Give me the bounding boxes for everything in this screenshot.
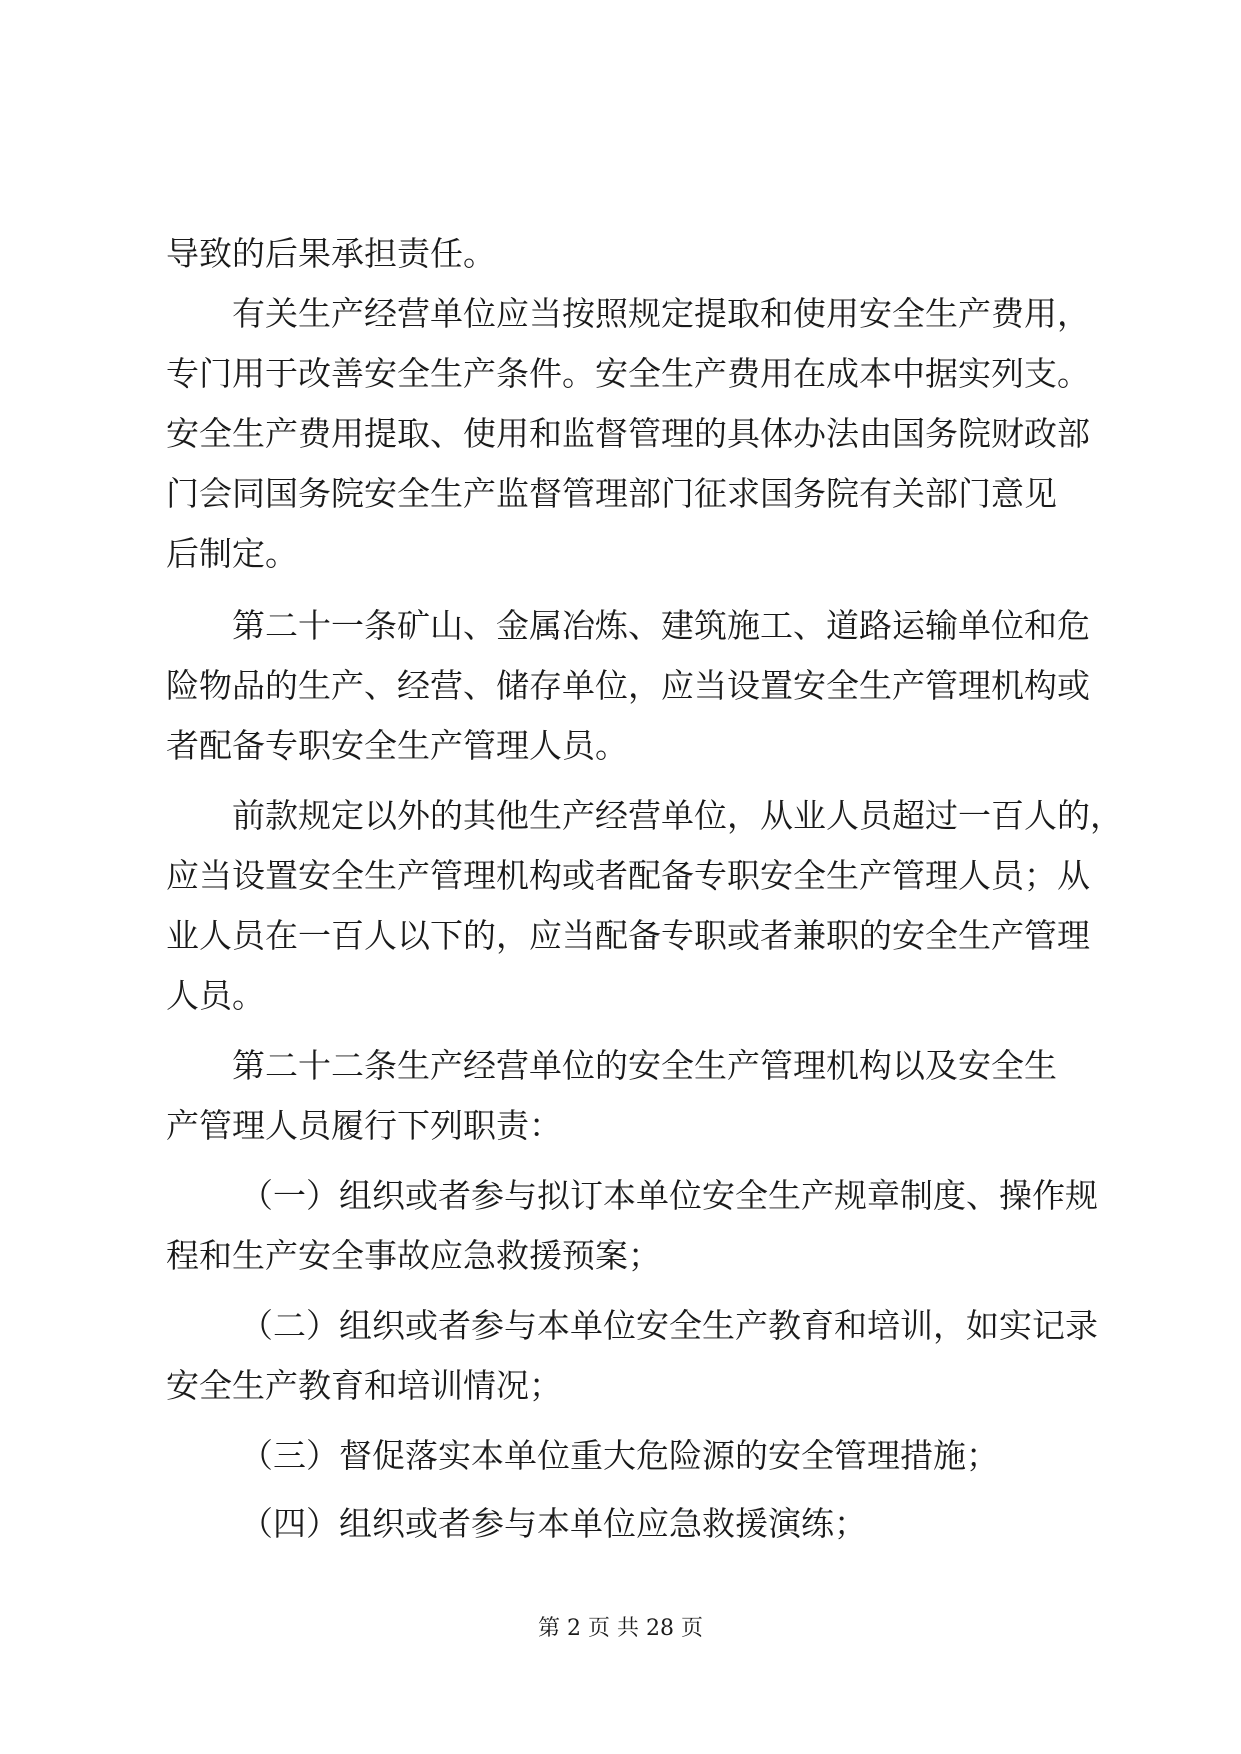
text-line: 人员。 <box>166 976 265 1015</box>
text-line: 导致的后果承担责任。 <box>166 234 496 273</box>
text-line: 专门用于改善安全生产条件。安全生产费用在成本中据实列支。 <box>166 354 1090 393</box>
text-line: 安全生产教育和培训情况； <box>166 1366 562 1405</box>
text-line: （四）组织或者参与本单位应急救援演练； <box>240 1504 867 1543</box>
text-line: 第二十一条矿山、金属冶炼、建筑施工、道路运输单位和危 <box>232 606 1090 645</box>
text-line: 业人员在一百人以下的，应当配备专职或者兼职的安全生产管理 <box>166 916 1090 955</box>
text-line: 后制定。 <box>166 534 298 573</box>
text-line: 安全生产费用提取、使用和监督管理的具体办法由国务院财政部 <box>166 414 1090 453</box>
text-line: （一）组织或者参与拟订本单位安全生产规章制度、操作规 <box>240 1176 1098 1215</box>
text-line: 险物品的生产、经营、储存单位，应当设置安全生产管理机构或 <box>166 666 1090 705</box>
page-number-footer: 第 2 页 共 28 页 <box>538 1616 703 1641</box>
text-line: （二）组织或者参与本单位安全生产教育和培训，如实记录 <box>240 1306 1098 1345</box>
text-line: 有关生产经营单位应当按照规定提取和使用安全生产费用， <box>232 294 1090 333</box>
text-line: 者配备专职安全生产管理人员。 <box>166 726 628 765</box>
text-line: 程和生产安全事故应急救援预案； <box>166 1236 661 1275</box>
text-line: （三）督促落实本单位重大危险源的安全管理措施； <box>240 1436 999 1475</box>
text-line: 第二十二条生产经营单位的安全生产管理机构以及安全生 <box>232 1046 1057 1085</box>
text-line: 前款规定以外的其他生产经营单位，从业人员超过一百人的， <box>232 796 1123 835</box>
text-line: 门会同国务院安全生产监督管理部门征求国务院有关部门意见 <box>166 474 1057 513</box>
text-line: 产管理人员履行下列职责： <box>166 1106 562 1145</box>
text-line: 应当设置安全生产管理机构或者配备专职安全生产管理人员；从 <box>166 856 1090 895</box>
